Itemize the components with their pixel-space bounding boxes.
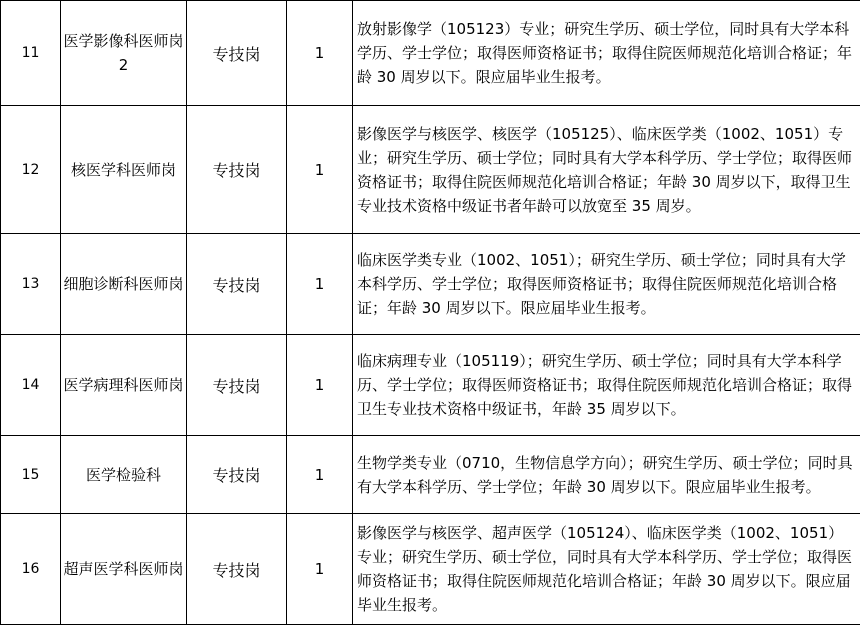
row-number: 16 <box>1 514 61 625</box>
post-name: 医学影像科医师岗 2 <box>61 1 187 106</box>
requirements: 影像医学与核医学、核医学（105125）、临床医学类（1002、1051）专业；研究生学历、硕士学位；同时具有大学本科学历、学士学位；取得医师资格证书；取得住院医师规范化培训合格证；年龄 30 周岁以下，取得卫生专业技术资格中级证书者年龄可以放宽至 35 周岁。 <box>353 106 860 234</box>
requirements: 生物学类专业（0710，生物信息学方向）；研究生学历、硕士学位；同时具有大学本科学历、学士学位；年龄 30 周岁以下。限应届毕业生报考。 <box>353 436 860 514</box>
headcount: 1 <box>287 106 353 234</box>
row-number: 11 <box>1 1 61 106</box>
post-type: 专技岗 <box>187 1 287 106</box>
headcount: 1 <box>287 335 353 436</box>
requirements: 放射影像学（105123）专业；研究生学历、硕士学位，同时具有大学本科学历、学士学位；取得医师资格证书；取得住院医师规范化培训合格证；年龄 30 周岁以下。限应届毕业生报考。 <box>353 1 860 106</box>
post-name: 核医学科医师岗 <box>61 106 187 234</box>
post-type: 专技岗 <box>187 514 287 625</box>
post-name: 细胞诊断科医师岗 <box>61 234 187 335</box>
table-row <box>1 1 860 106</box>
table-row <box>1 234 860 335</box>
headcount: 1 <box>287 436 353 514</box>
row-number: 15 <box>1 436 61 514</box>
post-name: 医学检验科 <box>61 436 187 514</box>
post-type: 专技岗 <box>187 436 287 514</box>
headcount: 1 <box>287 234 353 335</box>
post-type: 专技岗 <box>187 335 287 436</box>
table-row <box>1 436 860 514</box>
post-name: 医学病理科医师岗 <box>61 335 187 436</box>
post-type: 专技岗 <box>187 234 287 335</box>
row-number: 13 <box>1 234 61 335</box>
requirements: 临床医学类专业（1002、1051）；研究生学历、硕士学位；同时具有大学本科学历、学士学位；取得医师资格证书；取得住院医师规范化培训合格证；年龄 30 周岁以下。限应届毕业生报考。 <box>353 234 860 335</box>
row-number: 14 <box>1 335 61 436</box>
row-number: 12 <box>1 106 61 234</box>
post-name: 超声医学科医师岗 <box>61 514 187 625</box>
requirements: 临床病理专业（105119）；研究生学历、硕士学位；同时具有大学本科学历、学士学位；取得医师资格证书；取得住院医师规范化培训合格证；取得卫生专业技术资格中级证书，年龄 35 周岁以下。 <box>353 335 860 436</box>
headcount: 1 <box>287 1 353 106</box>
table-row <box>1 106 860 234</box>
table-row <box>1 335 860 436</box>
post-type: 专技岗 <box>187 106 287 234</box>
headcount: 1 <box>287 514 353 625</box>
table-row <box>1 514 860 625</box>
requirements: 影像医学与核医学、超声医学（105124）、临床医学类（1002、1051）专业；研究生学历、硕士学位，同时具有大学本科学历、学士学位；取得医师资格证书；取得住院医师规范化培训合格证；年龄 30 周岁以下。限应届毕业生报考。 <box>353 514 860 625</box>
